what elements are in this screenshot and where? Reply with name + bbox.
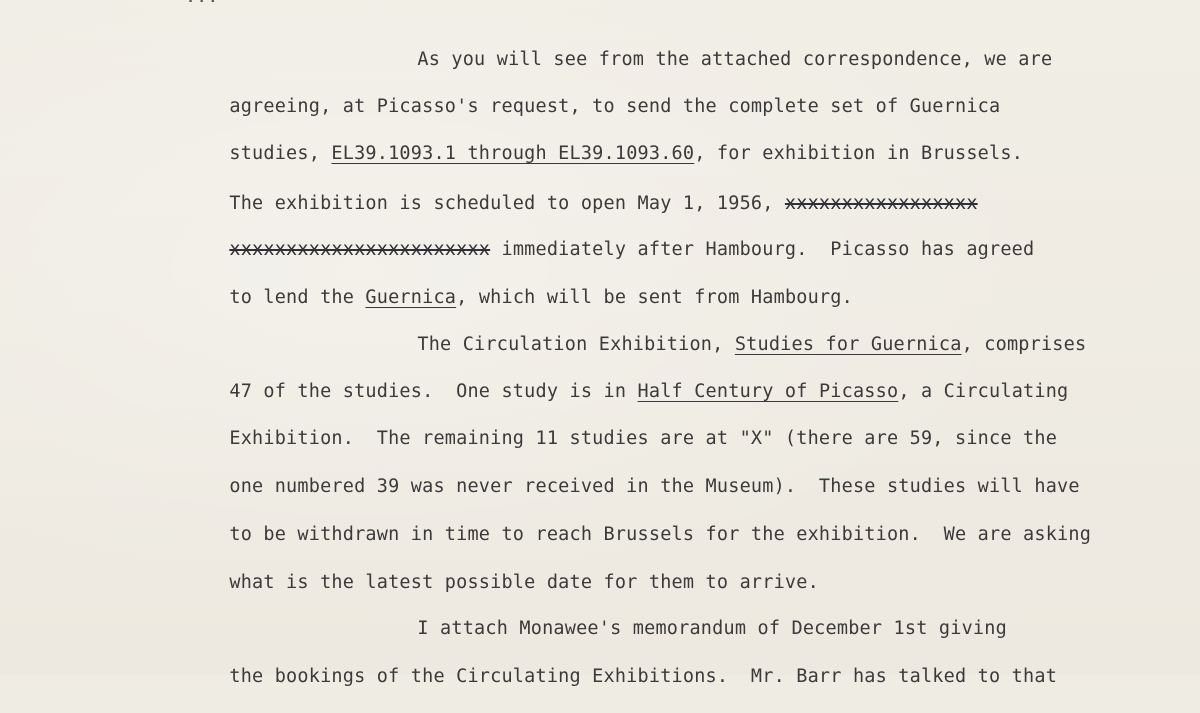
text-span: I attach Monawee's memorandum of December 1st giving xyxy=(417,618,1007,639)
underlined-title: Half Century of Picasso xyxy=(637,381,899,402)
text-span: The Circulation Exhibition, xyxy=(417,334,735,355)
text-span: , for exhibition in Brussels. xyxy=(694,143,1024,164)
text-span: what is the latest possible date for them to arrive. xyxy=(229,572,819,593)
underlined-title: Studies for Guernica xyxy=(734,334,962,355)
text-span: studies, xyxy=(229,143,332,164)
underlined-reference: EL39.1093.1 through EL39.1093.60 xyxy=(331,143,695,164)
text-span: Exhibition. The remaining 11 studies are at "X" (there are 59, since the xyxy=(229,428,1058,449)
text-span: the bookings of the Circulating Exhibitions. Mr. Barr has talked to that xyxy=(229,666,1058,687)
top-fragment xyxy=(185,0,218,7)
struck-text: xxxxxxxxxxxxxxxxx xyxy=(784,193,978,214)
text-span: one numbered 39 was never received in the Museum). These studies will have xyxy=(229,476,1080,497)
text-span: to be withdrawn in time to reach Brussels for the exhibition. We are asking xyxy=(229,524,1092,545)
text-span: As you will see from the attached correspondence, we are xyxy=(417,49,1053,70)
text-span: agreeing, at Picasso's request, to send the complete set of Guernica xyxy=(229,96,1001,117)
text-line-14 xyxy=(184,641,1057,713)
text-span: 47 of the studies. One study is in xyxy=(229,381,638,402)
text-span: , which will be sent from Hambourg. xyxy=(456,287,853,308)
text-span: , comprises xyxy=(961,334,1087,355)
text-span: immediately after Hambourg. Picasso has agreed xyxy=(490,239,1035,260)
text-span: The exhibition is scheduled to open May 1, 1956, xyxy=(229,193,785,214)
text-span: , a Circulating xyxy=(898,381,1069,402)
struck-text: xxxxxxxxxxxxxxxxxxxxxxx xyxy=(229,239,491,260)
underlined-title: Guernica xyxy=(365,287,457,308)
text-span: to lend the xyxy=(229,287,366,308)
